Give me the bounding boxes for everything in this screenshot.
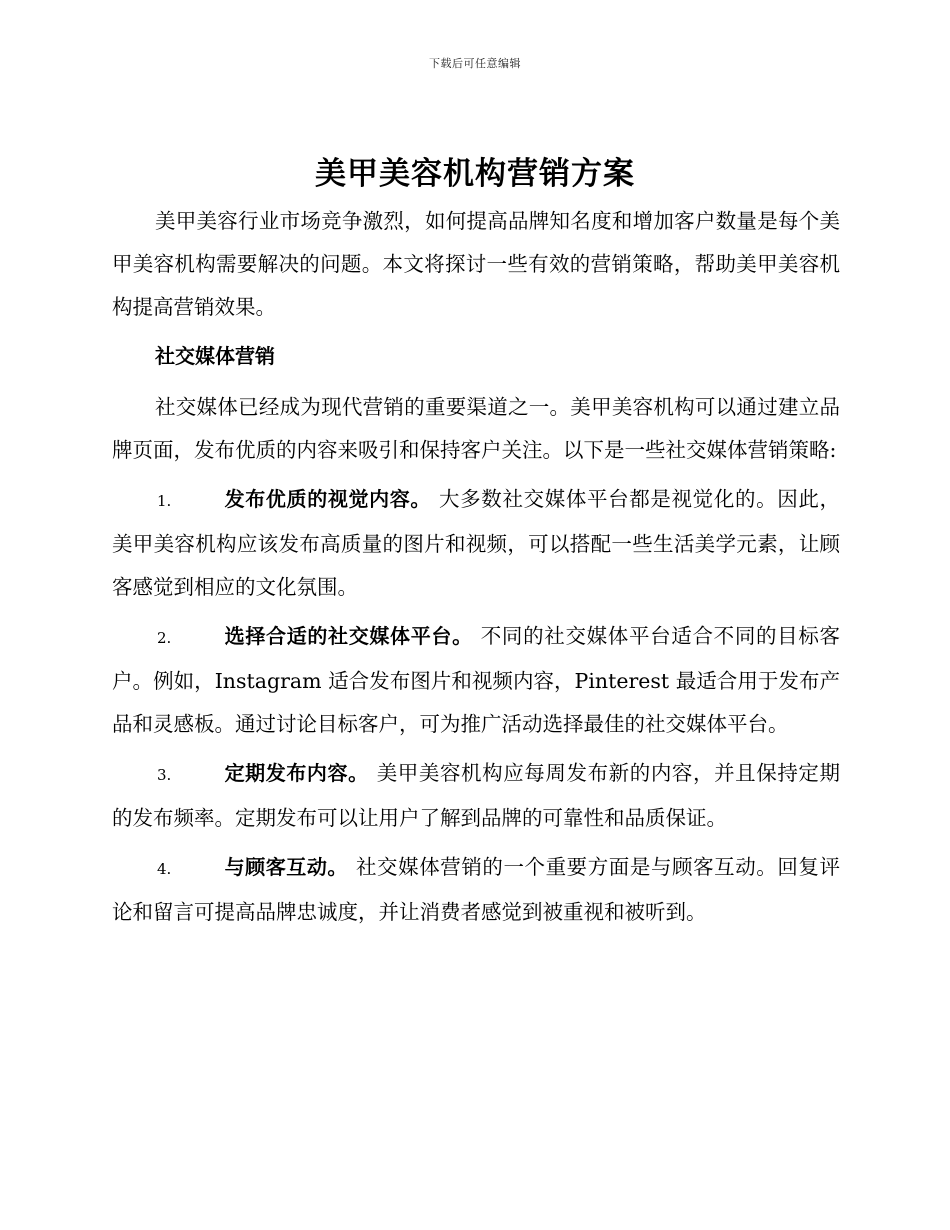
page-header: 下载后可任意编辑 [429, 57, 521, 70]
list-number: 1. [157, 492, 172, 510]
list-item [112, 478, 840, 609]
list-item [112, 752, 840, 840]
list-number: 4. [157, 860, 172, 878]
list-item-text: 社交媒体营销的一个重要方面是与顾客互动。回复评论和留言可提高品牌忠诚度，并让消费者感觉到被重视和被听到。 [112, 855, 841, 924]
intro-paragraph: 美甲美容行业市场竞争激烈，如何提高品牌知名度和增加客户数量是每个美甲美容机构需要解决的问题。本文将探讨一些有效的营销策略，帮助美甲美容机构提高营销效果。 [112, 209, 840, 319]
document-body [112, 200, 840, 938]
list-item-lead: 与顾客互动。 [224, 855, 348, 879]
list-item [112, 615, 840, 746]
list-item-lead: 选择合适的社交媒体平台。 [224, 624, 473, 648]
list-number: 2. [157, 629, 172, 647]
list-item [112, 846, 840, 934]
section-paragraph: 社交媒体已经成为现代营销的重要渠道之一。美甲美容机构可以通过建立品牌页面，发布优质的内容来吸引和保持客户关注。以下是一些社交媒体营销策略: [112, 395, 840, 462]
list-number: 3. [157, 766, 172, 784]
list-item-text: 不同的社交媒体平台适合不同的目标客户。例如，Instagram 适合发布图片和视频内容，Pinterest 最适合用于发布产品和灵感板。通过讨论目标客户，可为推广活动选择最佳的社交媒体平台。 [112, 624, 841, 736]
list-item-lead: 发布优质的视觉内容。 [224, 487, 432, 511]
section-heading: 社交媒体营销 [155, 344, 275, 368]
list-item-lead: 定期发布内容。 [224, 761, 369, 785]
list-item-text: 美甲美容机构应每周发布新的内容，并且保持定期的发布频率。定期发布可以让用户了解到品牌的可靠性和品质保证。 [112, 761, 841, 830]
list-item-text: 大多数社交媒体平台都是视觉化的。因此，美甲美容机构应该发布高质量的图片和视频，可以搭配一些生活美学元素，让顾客感觉到相应的文化氛围。 [112, 487, 841, 599]
document-title: 美甲美容机构营销方案 [315, 156, 635, 192]
